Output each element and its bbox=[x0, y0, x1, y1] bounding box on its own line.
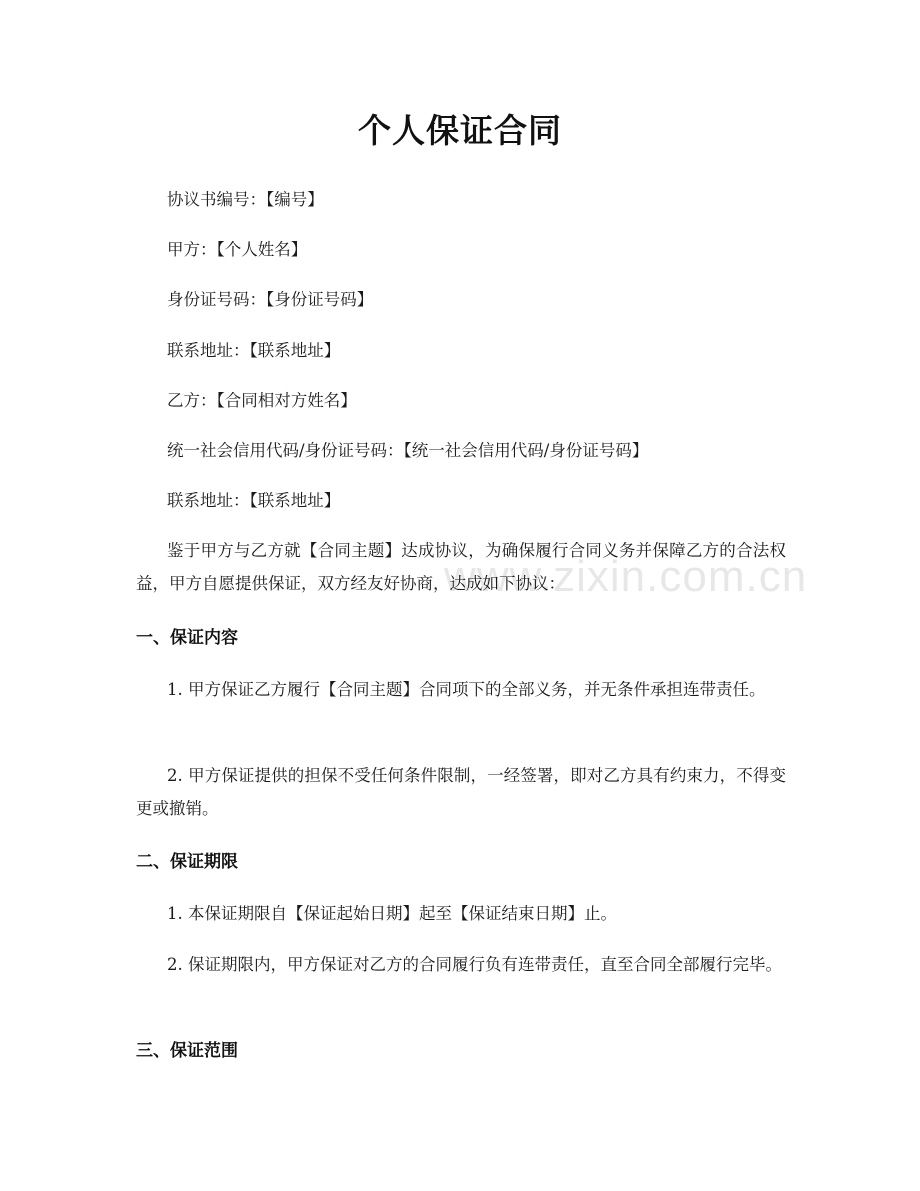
party-a-address-line: 联系地址：【联系地址】 bbox=[167, 341, 341, 360]
section-item: 2. 甲方保证提供的担保不受任何条件限制，一经签署，即对乙方具有约束力，不得变更或撤销。 bbox=[136, 766, 786, 818]
section-heading: 二、保证期限 bbox=[136, 852, 238, 872]
party-a-id-line: 身份证号码：【身份证号码】 bbox=[167, 290, 374, 309]
party-b-name-line: 乙方：【合同相对方姓名】 bbox=[167, 391, 357, 410]
section-heading: 三、保证范围 bbox=[136, 1041, 238, 1061]
section-item: 1. 本保证期限自【保证起始日期】起至【保证结束日期】止。 bbox=[167, 904, 617, 923]
party-b-credit-code-line: 统一社会信用代码/身份证号码：【统一社会信用代码/身份证号码】 bbox=[167, 441, 649, 460]
party-b-address-line: 联系地址：【联系地址】 bbox=[167, 491, 341, 510]
watermark: www.zixin.com.cn bbox=[444, 552, 808, 601]
agreement-number-line: 协议书编号：【编号】 bbox=[167, 190, 324, 209]
section-item: 2. 保证期限内，甲方保证对乙方的合同履行负有连带责任，直至合同全部履行完毕。 bbox=[167, 955, 782, 974]
section-heading: 一、保证内容 bbox=[136, 628, 238, 648]
document-title: 个人保证合同 bbox=[358, 111, 562, 150]
intro-paragraph: 鉴于甲方与乙方就【合同主题】达成协议，为确保履行合同义务并保障乙方的合法权益，甲方自愿提供保证，双方经友好协商，达成如下协议： bbox=[136, 541, 786, 593]
party-a-name-line: 甲方：【个人姓名】 bbox=[167, 240, 308, 259]
section-item: 1. 甲方保证乙方履行【合同主题】合同项下的全部义务，并无条件承担连带责任。 bbox=[167, 680, 766, 699]
